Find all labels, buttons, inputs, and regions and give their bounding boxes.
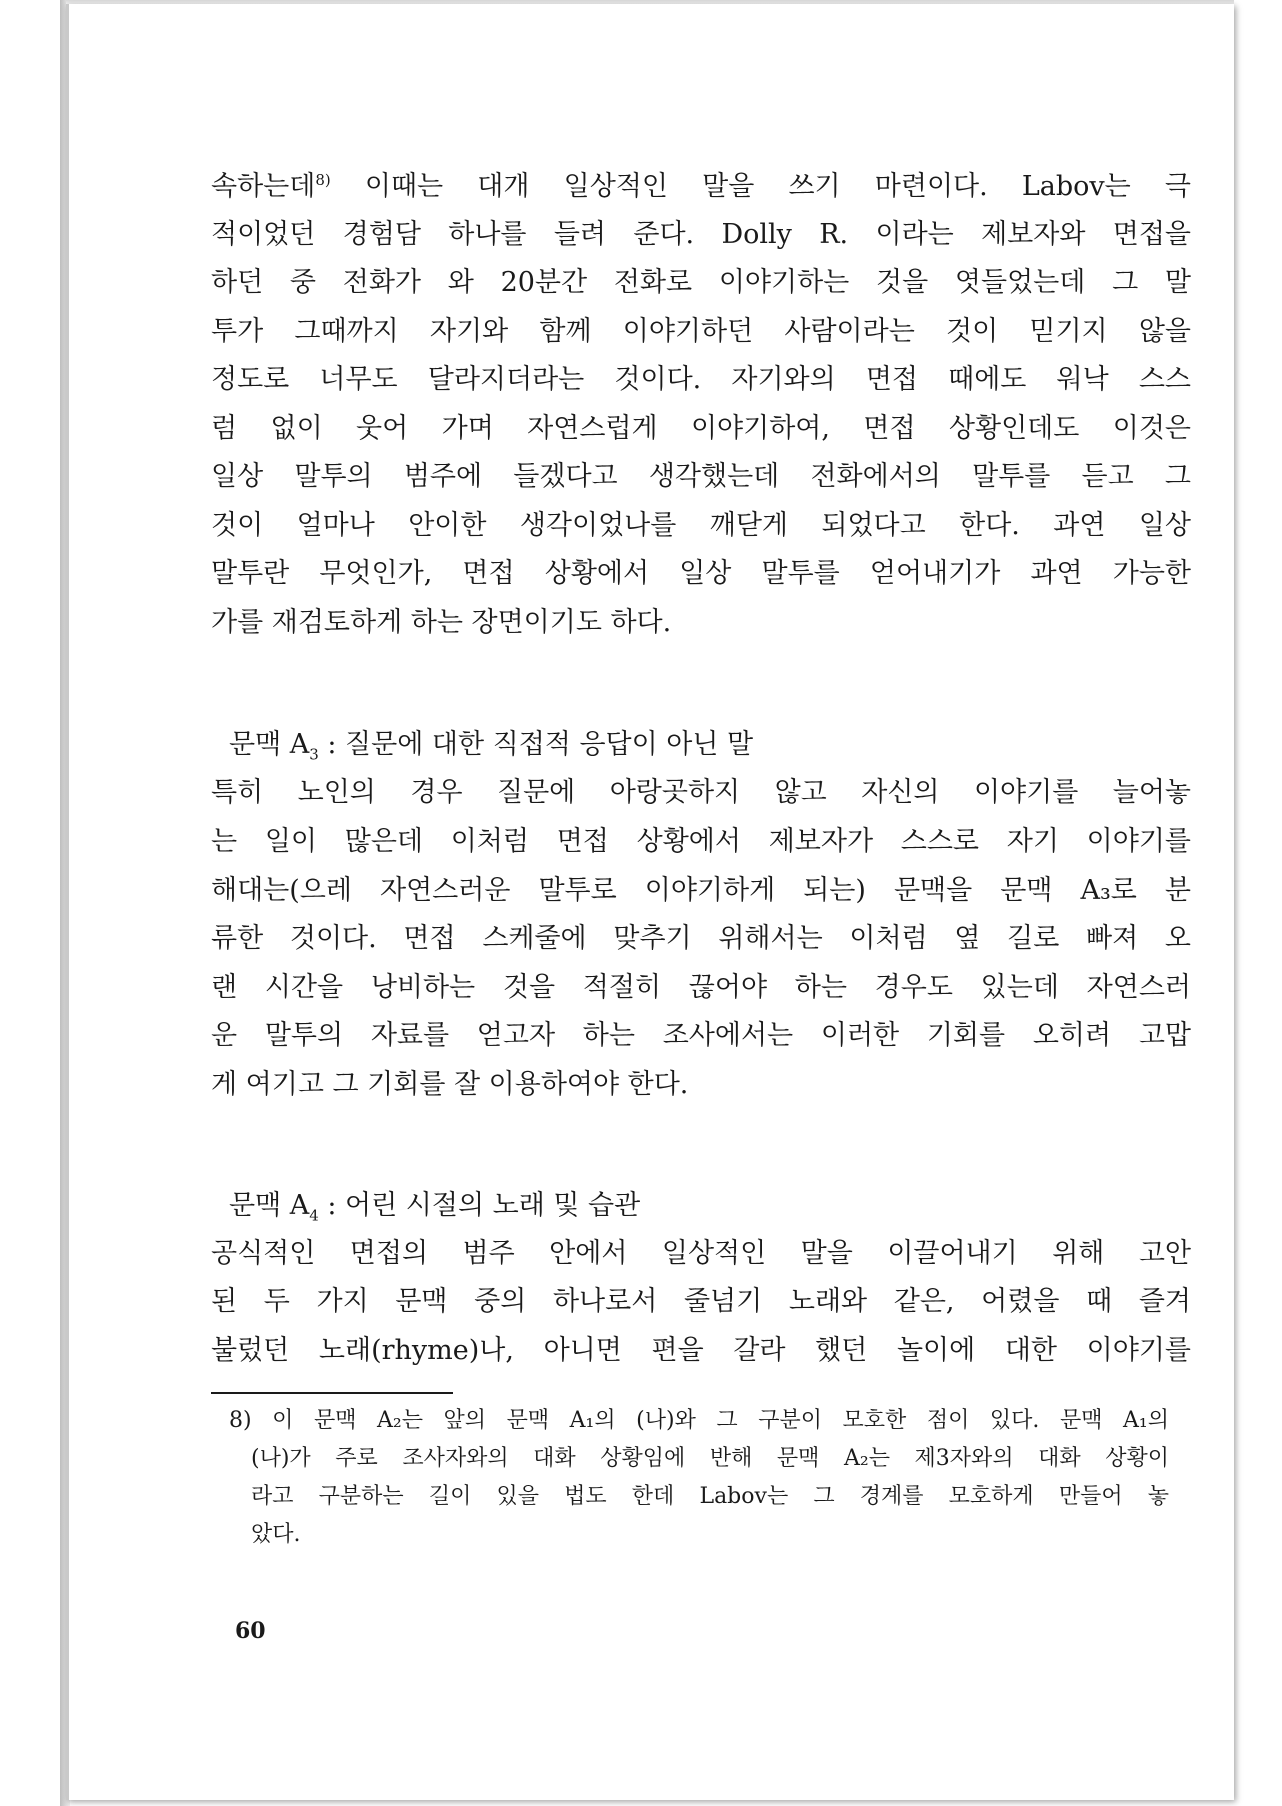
page-number: 60: [235, 1618, 266, 1644]
body-line: 랜 시간을 낭비하는 것을 적절히 끊어야 하는 경우도 있는데 자연스러: [211, 972, 1191, 1003]
body-line: 불렀던 노래(rhyme)나, 아니면 편을 갈라 했던 놀이에 대한 이야기를: [211, 1335, 1191, 1366]
section-heading: 문맥 $A_4$ : 어린 시절의 노래 및 습관: [229, 1190, 641, 1225]
body-line: 는 일이 많은데 이처럼 면접 상황에서 제보자가 스스로 자기 이야기를: [211, 826, 1191, 857]
body-line: 일상 말투의 범주에 들겠다고 생각했는데 전화에서의 말투를 듣고 그: [211, 461, 1191, 492]
body-line: 하던 중 전화가 와 20분간 전화로 이야기하는 것을 엿들었는데 그 말: [211, 267, 1192, 298]
body-line: 공식적인 면접의 범주 안에서 일상적인 말을 이끌어내기 위해 고안: [211, 1238, 1191, 1269]
body-line: 것이 얼마나 안이한 생각이었나를 깨닫게 되었다고 한다. 과연 일상: [211, 510, 1191, 541]
footnote-ref: 8): [315, 171, 331, 189]
body-line: 특히 노인의 경우 질문에 아랑곳하지 않고 자신의 이야기를 늘어놓: [211, 777, 1191, 808]
footnote-line: (나)가 주로 조사자와의 대화 상황임에 반해 문맥 A₂는 제3자와의 대화 상황이: [251, 1446, 1169, 1471]
body-line: 말투란 무엇인가, 면접 상황에서 일상 말투를 얻어내기가 과연 가능한: [211, 558, 1191, 589]
body-line: 가를 재검토하게 하는 장면이기도 하다.: [211, 607, 672, 638]
body-line: 속하는데$^{8)}$ 이때는 대개 일상적인 말을 쓰기 마련이다. Labov는 극: [211, 171, 1191, 202]
section-heading: 문맥 $A_3$ : 질문에 대한 직접적 응답이 아닌 말: [229, 729, 754, 764]
footnote-divider: [211, 1392, 453, 1394]
body-line: 투가 그때까지 자기와 함께 이야기하던 사람이라는 것이 믿기지 않을: [211, 316, 1191, 347]
body-line: 된 두 가지 문맥 중의 하나로서 줄넘기 노래와 같은, 어렸을 때 즐겨: [211, 1286, 1191, 1317]
footnote-line: 았다.: [251, 1522, 301, 1547]
body-line: 럼 없이 웃어 가며 자연스럽게 이야기하여, 면접 상황인데도 이것은: [211, 413, 1191, 444]
body-line: 적이었던 경험담 하나를 들려 준다. Dolly R. 이라는 제보자와 면접을: [211, 219, 1191, 250]
background-strip: [1236, 0, 1282, 1806]
book-page: [66, 4, 1234, 1800]
footnote-line: 8) 이 문맥 A₂는 앞의 문맥 A₁의 (나)와 그 구분이 모호한 점이 있다. 문맥 A₁의: [229, 1408, 1169, 1433]
footnote-line: 라고 구분하는 길이 있을 법도 한데 Labov는 그 경계를 모호하게 만들어 놓: [251, 1484, 1169, 1509]
body-line: 해대는(으레 자연스러운 말투로 이야기하게 되는) 문맥을 문맥 A₃로 분: [211, 875, 1191, 906]
body-line: 운 말투의 자료를 얻고자 하는 조사에서는 이러한 기회를 오히려 고맙: [211, 1020, 1191, 1051]
body-line: 류한 것이다. 면접 스케줄에 맞추기 위해서는 이처럼 옆 길로 빠져 오: [211, 923, 1191, 954]
body-line: 게 여기고 그 기회를 잘 이용하여야 한다.: [211, 1069, 689, 1100]
body-line: 정도로 너무도 달라지더라는 것이다. 자기와의 면접 때에도 워낙 스스: [211, 364, 1191, 395]
